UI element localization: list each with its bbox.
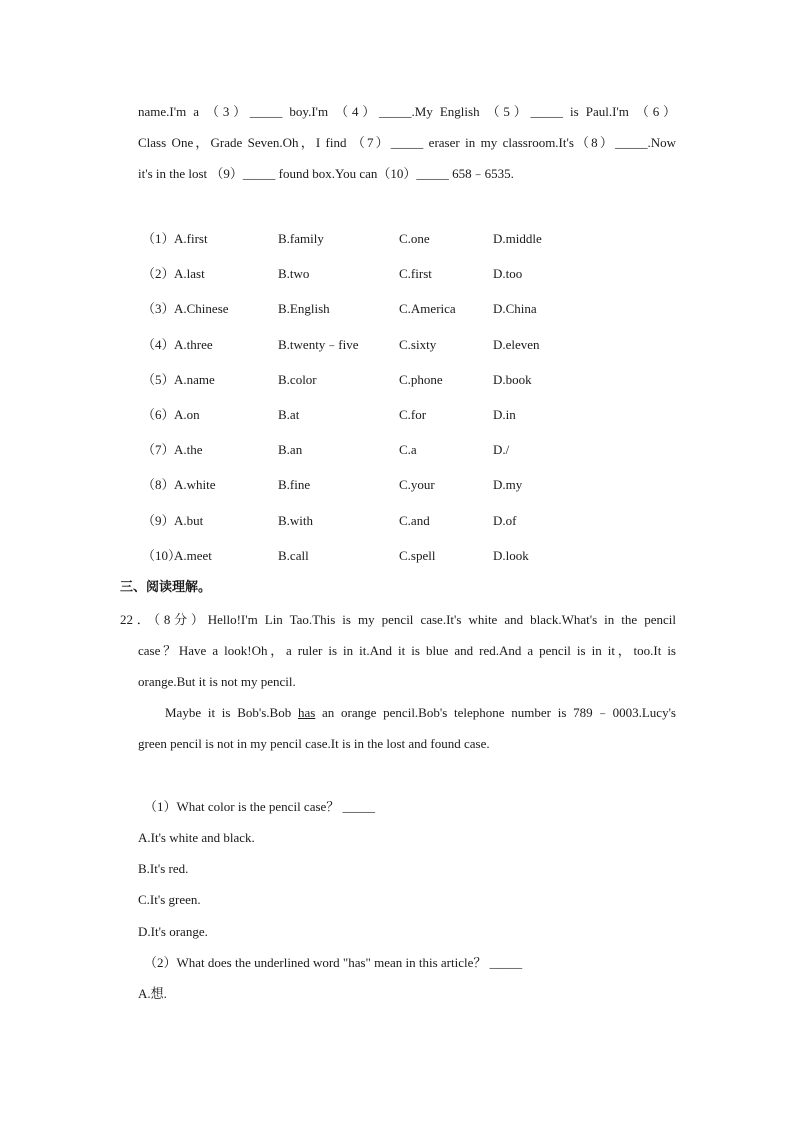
choice-2a: A.想. <box>138 986 167 1001</box>
option-c: C.your <box>399 477 435 492</box>
option-number: （3） <box>142 301 175 316</box>
option-number: （1） <box>142 231 175 246</box>
option-b: B.at <box>278 407 300 422</box>
question-22-text: Hello!I'm Lin Tao.This is my pencil case.It's white and black.What's in the pencil <box>207 612 676 627</box>
option-row <box>142 406 602 424</box>
option-number: （5） <box>142 372 175 387</box>
option-b: B.fine <box>278 477 311 492</box>
option-row <box>142 371 602 389</box>
paragraph-2-line-1 <box>138 704 676 722</box>
option-a: A.meet <box>174 548 212 563</box>
option-c: C.phone <box>399 372 443 387</box>
option-d: D./ <box>493 442 510 457</box>
option-number: （10） <box>142 548 182 563</box>
option-b: B.color <box>278 372 317 387</box>
option-number: （9） <box>142 513 175 528</box>
option-c: C.sixty <box>399 337 437 352</box>
choice-1b: B.It's red. <box>138 861 189 876</box>
option-a: A.Chinese <box>174 301 229 316</box>
option-c: C.one <box>399 231 430 246</box>
option-d: D.China <box>493 301 537 316</box>
option-number: （4） <box>142 337 175 352</box>
option-row <box>142 476 602 494</box>
option-d: D.eleven <box>493 337 540 352</box>
option-row <box>142 441 602 459</box>
option-a: A.last <box>174 266 205 281</box>
option-d: D.look <box>493 548 529 563</box>
option-row <box>142 336 602 354</box>
option-number: （6） <box>142 407 175 422</box>
option-row <box>142 230 602 248</box>
option-c: C.and <box>399 513 430 528</box>
paragraph-text: an orange pencil.Bob's telephone number is 789﹣0003.Lucy's <box>315 705 676 720</box>
option-d: D.book <box>493 372 532 387</box>
choice-1d: D.It's orange. <box>138 924 208 939</box>
underlined-word: has <box>297 705 316 720</box>
option-c: C.America <box>399 301 456 316</box>
option-b: B.two <box>278 266 310 281</box>
question-22-line-2: case？Have a look!Oh，a ruler is in it.And it is blue and red.And a pencil is in it，too.It is <box>138 643 676 658</box>
option-row <box>142 512 602 530</box>
option-number: （7） <box>142 442 175 457</box>
question-22-line-3: orange.But it is not my pencil. <box>138 674 296 689</box>
cloze-passage-line-3: it's in the lost （9）_____ found box.You can（10）_____ 658﹣6535. <box>138 166 514 181</box>
question-number: 22．（8分） <box>120 612 208 627</box>
section-title: 三、阅读理解。 <box>120 580 212 595</box>
option-d: D.my <box>493 477 523 492</box>
option-d: D.middle <box>493 231 542 246</box>
option-number: （2） <box>142 266 175 281</box>
paragraph-2-line-2: green pencil is not in my pencil case.It is in the lost and found case. <box>138 736 490 751</box>
sub-question-2: （2）What does the underlined word "has" mean in this article？ _____ <box>144 955 523 970</box>
option-c: C.first <box>399 266 432 281</box>
cloze-passage-line-2: Class One，Grade Seven.Oh，I find （7）_____ eraser in my classroom.It's（8）_____.Now <box>138 135 676 150</box>
option-a: A.the <box>174 442 203 457</box>
option-a: A.but <box>174 513 204 528</box>
option-b: B.an <box>278 442 303 457</box>
cloze-passage-line-1: name.I'm a （3）_____ boy.I'm （4）_____.My English （5）_____ is Paul.I'm （6） <box>138 104 676 119</box>
option-row <box>142 300 602 318</box>
option-a: A.on <box>174 407 200 422</box>
choice-1a: A.It's white and black. <box>138 830 255 845</box>
option-d: D.in <box>493 407 516 422</box>
option-d: D.of <box>493 513 517 528</box>
option-b: B.with <box>278 513 314 528</box>
option-b: B.call <box>278 548 309 563</box>
paragraph-text: Maybe it is Bob's.Bob <box>165 705 298 720</box>
option-c: C.for <box>399 407 427 422</box>
option-a: A.three <box>174 337 213 352</box>
choice-1c: C.It's green. <box>138 892 201 907</box>
option-c: C.spell <box>399 548 436 563</box>
option-a: A.first <box>174 231 208 246</box>
option-number: （8） <box>142 477 175 492</box>
sub-question-1: （1）What color is the pencil case？ _____ <box>144 799 376 814</box>
option-row <box>142 547 602 565</box>
option-b: B.family <box>278 231 324 246</box>
option-row <box>142 265 602 283</box>
option-c: C.a <box>399 442 417 457</box>
option-d: D.too <box>493 266 523 281</box>
option-b: B.English <box>278 301 330 316</box>
option-b: B.twenty﹣five <box>278 337 359 352</box>
option-a: A.name <box>174 372 215 387</box>
option-a: A.white <box>174 477 216 492</box>
question-22-line-1 <box>120 611 676 629</box>
